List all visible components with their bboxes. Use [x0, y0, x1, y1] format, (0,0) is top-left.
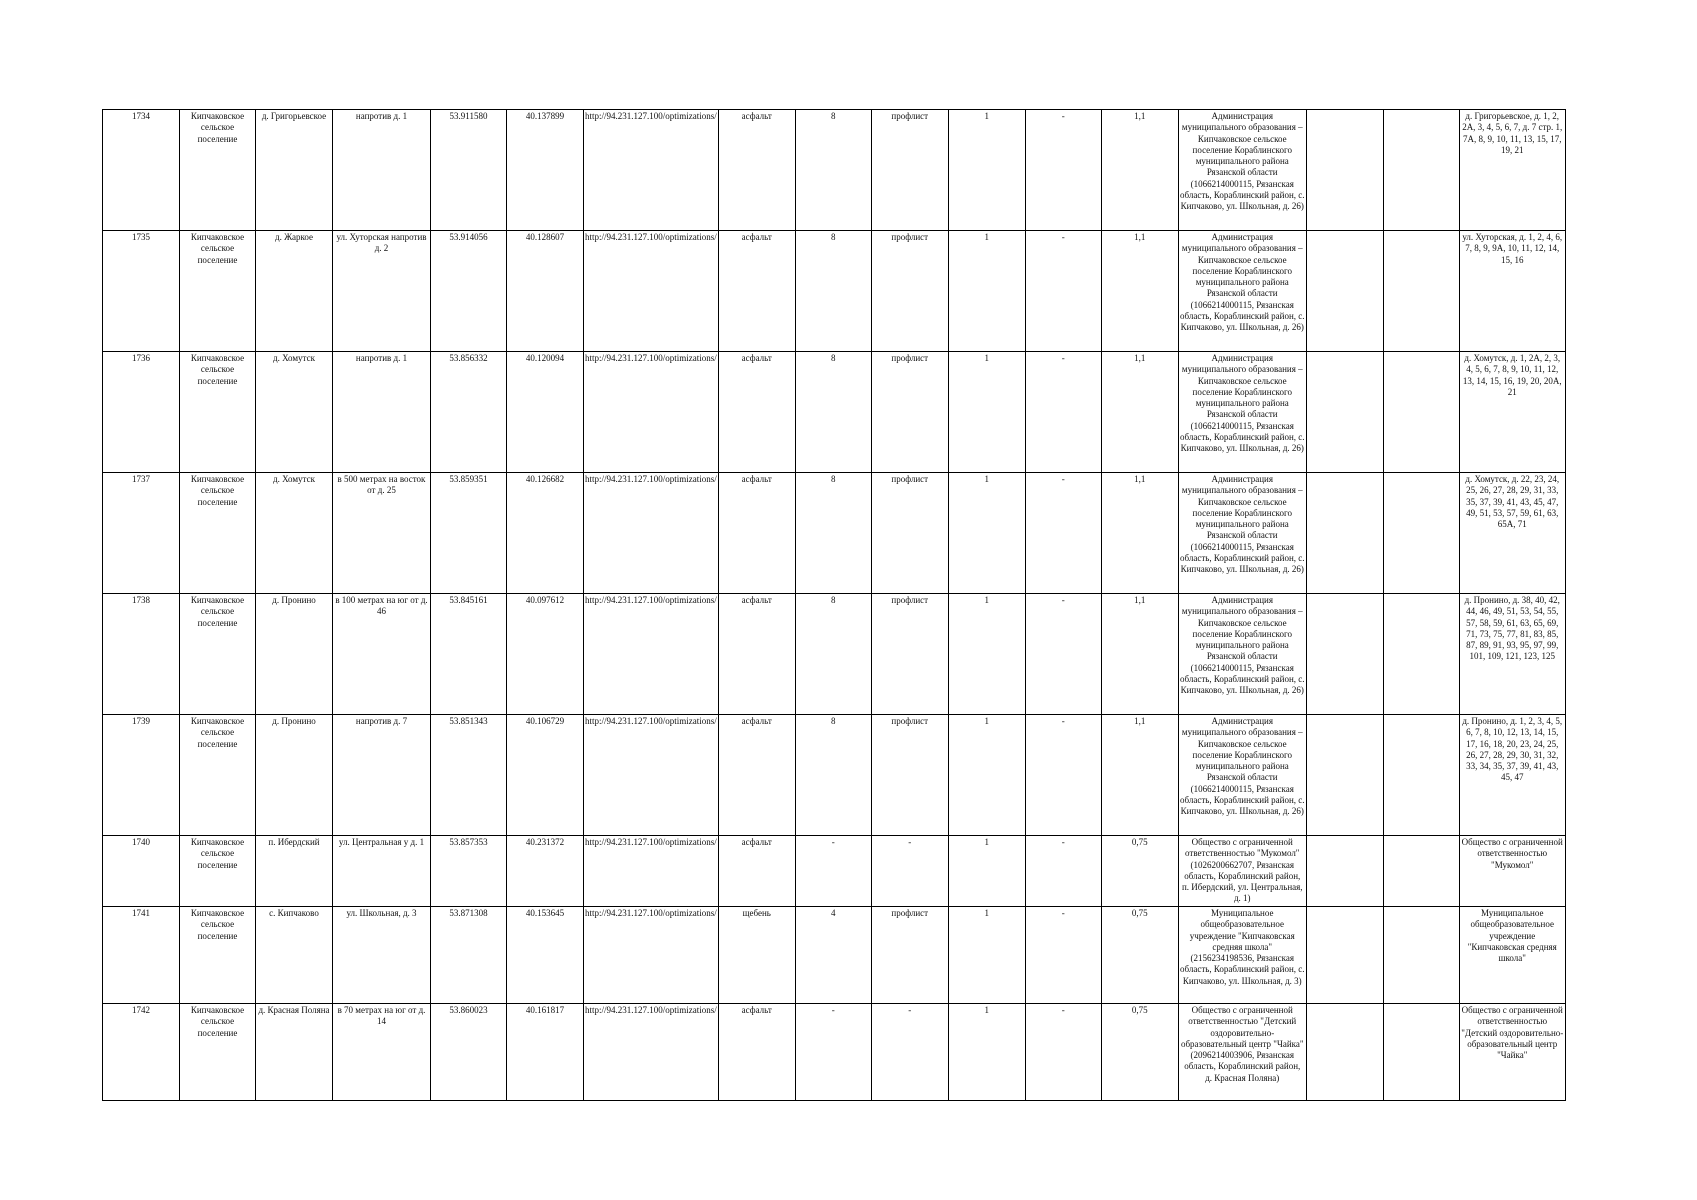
containers-cell: 1	[948, 110, 1025, 231]
owner-cell: Администрация муниципального образования – Кипчаковское сельское поселение Кораблинского муниципального района Рязанской области (1066214000115, Рязанская область, Кораблинский район, с. Кипчаково, ул. Школьная, д. 26)	[1178, 715, 1306, 836]
latitude-cell: 53.851343	[431, 715, 507, 836]
fence-cell: профлист	[871, 907, 948, 1004]
surface-cell: асфальт	[718, 715, 795, 836]
fence-cell: профлист	[871, 110, 948, 231]
longitude-cell: 40.231372	[507, 836, 584, 907]
address-cell: ул. Центральная у д. 1	[333, 836, 431, 907]
map-link-cell: http://94.231.127.100/optimizations/	[584, 352, 719, 473]
empty-cell	[1306, 1004, 1383, 1101]
settlement-cell: Кипчаковское сельское поселение	[180, 907, 256, 1004]
table-row	[103, 907, 1566, 1004]
empty-cell	[1306, 352, 1383, 473]
settlement-cell: Кипчаковское сельское поселение	[180, 836, 256, 907]
containers-cell: 1	[948, 473, 1025, 594]
settlement-cell: Кипчаковское сельское поселение	[180, 715, 256, 836]
sources-cell: д. Пронино, д. 1, 2, 3, 4, 5, 6, 7, 8, 10, 12, 13, 14, 15, 17, 16, 18, 20, 23, 24, 25, 26, 27, 28, 29, 30, 31, 32, 33, 34, 35, 37, 39, 41, 43, 45, 47	[1459, 715, 1565, 836]
longitude-cell: 40.137899	[507, 110, 584, 231]
table-row	[103, 715, 1566, 836]
fence-cell: профлист	[871, 594, 948, 715]
fence-cell: -	[871, 1004, 948, 1101]
settlement-cell: Кипчаковское сельское поселение	[180, 110, 256, 231]
longitude-cell: 40.128607	[507, 231, 584, 352]
address-cell: в 100 метрах на юг от д. 46	[333, 594, 431, 715]
locality-cell: д. Хомутск	[256, 473, 333, 594]
bunkers-cell: -	[1025, 836, 1101, 907]
table-row	[103, 110, 1566, 231]
empty-cell	[1383, 231, 1459, 352]
area-cell: -	[795, 1004, 871, 1101]
locality-cell: д. Жаркое	[256, 231, 333, 352]
bunkers-cell: -	[1025, 1004, 1101, 1101]
containers-cell: 1	[948, 352, 1025, 473]
row-number: 1734	[103, 110, 180, 231]
surface-cell: асфальт	[718, 352, 795, 473]
address-cell: напротив д. 1	[333, 352, 431, 473]
map-link-cell: http://94.231.127.100/optimizations/	[584, 907, 719, 1004]
longitude-cell: 40.161817	[507, 1004, 584, 1101]
table-row	[103, 836, 1566, 907]
locality-cell: с. Кипчаково	[256, 907, 333, 1004]
volume-cell: 1,1	[1101, 231, 1178, 352]
sources-cell: д. Пронино, д. 38, 40, 42, 44, 46, 49, 51, 53, 54, 55, 57, 58, 59, 61, 63, 65, 69, 71, 73, 75, 77, 81, 83, 85, 87, 89, 91, 93, 95, 97, 99, 101, 109, 121, 123, 125	[1459, 594, 1565, 715]
sources-cell: ул. Хуторская, д. 1, 2, 4, 6, 7, 8, 9, 9А, 10, 11, 12, 14, 15, 16	[1459, 231, 1565, 352]
volume-cell: 1,1	[1101, 473, 1178, 594]
locality-cell: д. Хомутск	[256, 352, 333, 473]
longitude-cell: 40.153645	[507, 907, 584, 1004]
locality-cell: д. Григорьевское	[256, 110, 333, 231]
address-cell: в 70 метрах на юг от д. 14	[333, 1004, 431, 1101]
longitude-cell: 40.097612	[507, 594, 584, 715]
latitude-cell: 53.859351	[431, 473, 507, 594]
table-row	[103, 1004, 1566, 1101]
latitude-cell: 53.857353	[431, 836, 507, 907]
map-link-cell: http://94.231.127.100/optimizations/	[584, 594, 719, 715]
area-cell: 8	[795, 594, 871, 715]
settlement-cell: Кипчаковское сельское поселение	[180, 594, 256, 715]
table-row	[103, 352, 1566, 473]
table-body	[103, 110, 1566, 1101]
address-cell: ул. Хуторская напротив д. 2	[333, 231, 431, 352]
latitude-cell: 53.856332	[431, 352, 507, 473]
surface-cell: асфальт	[718, 473, 795, 594]
bunkers-cell: -	[1025, 110, 1101, 231]
containers-cell: 1	[948, 715, 1025, 836]
settlement-cell: Кипчаковское сельское поселение	[180, 1004, 256, 1101]
fence-cell: профлист	[871, 715, 948, 836]
bunkers-cell: -	[1025, 594, 1101, 715]
row-number: 1739	[103, 715, 180, 836]
empty-cell	[1383, 110, 1459, 231]
containers-cell: 1	[948, 594, 1025, 715]
volume-cell: 0,75	[1101, 907, 1178, 1004]
address-cell: напротив д. 7	[333, 715, 431, 836]
owner-cell: Муниципальное общеобразовательное учреждение "Кипчаковская средняя школа" (2156234198536, Рязанская область, Кораблинский район, с. Кипчаково, ул. Школьная, д. 3)	[1178, 907, 1306, 1004]
address-cell: напротив д. 1	[333, 110, 431, 231]
empty-cell	[1383, 1004, 1459, 1101]
empty-cell	[1383, 594, 1459, 715]
latitude-cell: 53.914056	[431, 231, 507, 352]
containers-cell: 1	[948, 907, 1025, 1004]
sources-cell: Муниципальное общеобразовательное учреждение "Кипчаковская средняя школа"	[1459, 907, 1565, 1004]
area-cell: 8	[795, 352, 871, 473]
row-number: 1742	[103, 1004, 180, 1101]
owner-cell: Общество с ограниченной ответственностью "Детский оздоровительно-образовательный центр "Чайка" (2096214003906, Рязанская область, Кораблинский район, д. Красная Поляна)	[1178, 1004, 1306, 1101]
owner-cell: Администрация муниципального образования – Кипчаковское сельское поселение Кораблинского муниципального района Рязанской области (1066214000115, Рязанская область, Кораблинский район, с. Кипчаково, ул. Школьная, д. 26)	[1178, 352, 1306, 473]
locality-cell: д. Красная Поляна	[256, 1004, 333, 1101]
owner-cell: Администрация муниципального образования – Кипчаковское сельское поселение Кораблинского муниципального района Рязанской области (1066214000115, Рязанская область, Кораблинский район, с. Кипчаково, ул. Школьная, д. 26)	[1178, 231, 1306, 352]
longitude-cell: 40.120094	[507, 352, 584, 473]
row-number: 1740	[103, 836, 180, 907]
empty-cell	[1306, 594, 1383, 715]
map-link-cell: http://94.231.127.100/optimizations/	[584, 231, 719, 352]
latitude-cell: 53.860023	[431, 1004, 507, 1101]
area-cell: 8	[795, 110, 871, 231]
empty-cell	[1306, 473, 1383, 594]
map-link-cell: http://94.231.127.100/optimizations/	[584, 473, 719, 594]
sources-cell: Общество с ограниченной ответственностью "Детский оздоровительно-образовательный центр "Чайка"	[1459, 1004, 1565, 1101]
address-cell: ул. Школьная, д. 3	[333, 907, 431, 1004]
locality-cell: д. Пронино	[256, 594, 333, 715]
area-cell: 4	[795, 907, 871, 1004]
owner-cell: Администрация муниципального образования – Кипчаковское сельское поселение Кораблинского муниципального района Рязанской области (1066214000115, Рязанская область, Кораблинский район, с. Кипчаково, ул. Школьная, д. 26)	[1178, 110, 1306, 231]
owner-cell: Администрация муниципального образования – Кипчаковское сельское поселение Кораблинского муниципального района Рязанской области (1066214000115, Рязанская область, Кораблинский район, с. Кипчаково, ул. Школьная, д. 26)	[1178, 594, 1306, 715]
table-row	[103, 231, 1566, 352]
surface-cell: щебень	[718, 907, 795, 1004]
empty-cell	[1383, 715, 1459, 836]
empty-cell	[1306, 715, 1383, 836]
row-number: 1737	[103, 473, 180, 594]
row-number: 1736	[103, 352, 180, 473]
empty-cell	[1306, 836, 1383, 907]
volume-cell: 0,75	[1101, 836, 1178, 907]
empty-cell	[1306, 907, 1383, 1004]
owner-cell: Общество с ограниченной ответственностью "Мукомол" (1026200662707, Рязанская область, Кораблинский район, п. Ибердский, ул. Центральная, д. 1)	[1178, 836, 1306, 907]
sources-cell: д. Хомутск, д. 22, 23, 24, 25, 26, 27, 28, 29, 31, 33, 35, 37, 39, 41, 43, 45, 47, 49, 51, 53, 57, 59, 61, 63, 65А, 71	[1459, 473, 1565, 594]
area-cell: -	[795, 836, 871, 907]
owner-cell: Администрация муниципального образования – Кипчаковское сельское поселение Кораблинского муниципального района Рязанской области (1066214000115, Рязанская область, Кораблинский район, с. Кипчаково, ул. Школьная, д. 26)	[1178, 473, 1306, 594]
longitude-cell: 40.106729	[507, 715, 584, 836]
area-cell: 8	[795, 473, 871, 594]
surface-cell: асфальт	[718, 594, 795, 715]
volume-cell: 0,75	[1101, 1004, 1178, 1101]
sources-cell: Общество с ограниченной ответственностью "Мукомол"	[1459, 836, 1565, 907]
containers-cell: 1	[948, 836, 1025, 907]
containers-cell: 1	[948, 231, 1025, 352]
locality-cell: п. Ибердский	[256, 836, 333, 907]
volume-cell: 1,1	[1101, 594, 1178, 715]
empty-cell	[1383, 473, 1459, 594]
row-number: 1741	[103, 907, 180, 1004]
area-cell: 8	[795, 715, 871, 836]
surface-cell: асфальт	[718, 836, 795, 907]
containers-cell: 1	[948, 1004, 1025, 1101]
latitude-cell: 53.871308	[431, 907, 507, 1004]
empty-cell	[1306, 231, 1383, 352]
address-cell: в 500 метрах на восток от д. 25	[333, 473, 431, 594]
locality-cell: д. Пронино	[256, 715, 333, 836]
settlement-cell: Кипчаковское сельское поселение	[180, 231, 256, 352]
settlement-cell: Кипчаковское сельское поселение	[180, 473, 256, 594]
sources-cell: д. Хомутск, д. 1, 2А, 2, 3, 4, 5, 6, 7, 8, 9, 10, 11, 12, 13, 14, 15, 16, 19, 20, 20А, 21	[1459, 352, 1565, 473]
waste-sites-table	[102, 109, 1566, 1101]
bunkers-cell: -	[1025, 715, 1101, 836]
bunkers-cell: -	[1025, 352, 1101, 473]
bunkers-cell: -	[1025, 907, 1101, 1004]
bunkers-cell: -	[1025, 473, 1101, 594]
surface-cell: асфальт	[718, 231, 795, 352]
table-row	[103, 594, 1566, 715]
longitude-cell: 40.126682	[507, 473, 584, 594]
fence-cell: профлист	[871, 473, 948, 594]
map-link-cell: http://94.231.127.100/optimizations/	[584, 1004, 719, 1101]
empty-cell	[1383, 907, 1459, 1004]
volume-cell: 1,1	[1101, 110, 1178, 231]
latitude-cell: 53.845161	[431, 594, 507, 715]
empty-cell	[1306, 110, 1383, 231]
map-link-cell: http://94.231.127.100/optimizations/	[584, 110, 719, 231]
surface-cell: асфальт	[718, 110, 795, 231]
fence-cell: профлист	[871, 231, 948, 352]
sources-cell: д. Григорьевское, д. 1, 2, 2А, 3, 4, 5, 6, 7, д. 7 стр. 1, 7А, 8, 9, 10, 11, 13, 15, 17, 19, 21	[1459, 110, 1565, 231]
volume-cell: 1,1	[1101, 715, 1178, 836]
map-link-cell: http://94.231.127.100/optimizations/	[584, 715, 719, 836]
fence-cell: профлист	[871, 352, 948, 473]
row-number: 1738	[103, 594, 180, 715]
empty-cell	[1383, 352, 1459, 473]
volume-cell: 1,1	[1101, 352, 1178, 473]
settlement-cell: Кипчаковское сельское поселение	[180, 352, 256, 473]
bunkers-cell: -	[1025, 231, 1101, 352]
latitude-cell: 53.911580	[431, 110, 507, 231]
row-number: 1735	[103, 231, 180, 352]
area-cell: 8	[795, 231, 871, 352]
table-row	[103, 473, 1566, 594]
empty-cell	[1383, 836, 1459, 907]
surface-cell: асфальт	[718, 1004, 795, 1101]
fence-cell: -	[871, 836, 948, 907]
map-link-cell: http://94.231.127.100/optimizations/	[584, 836, 719, 907]
